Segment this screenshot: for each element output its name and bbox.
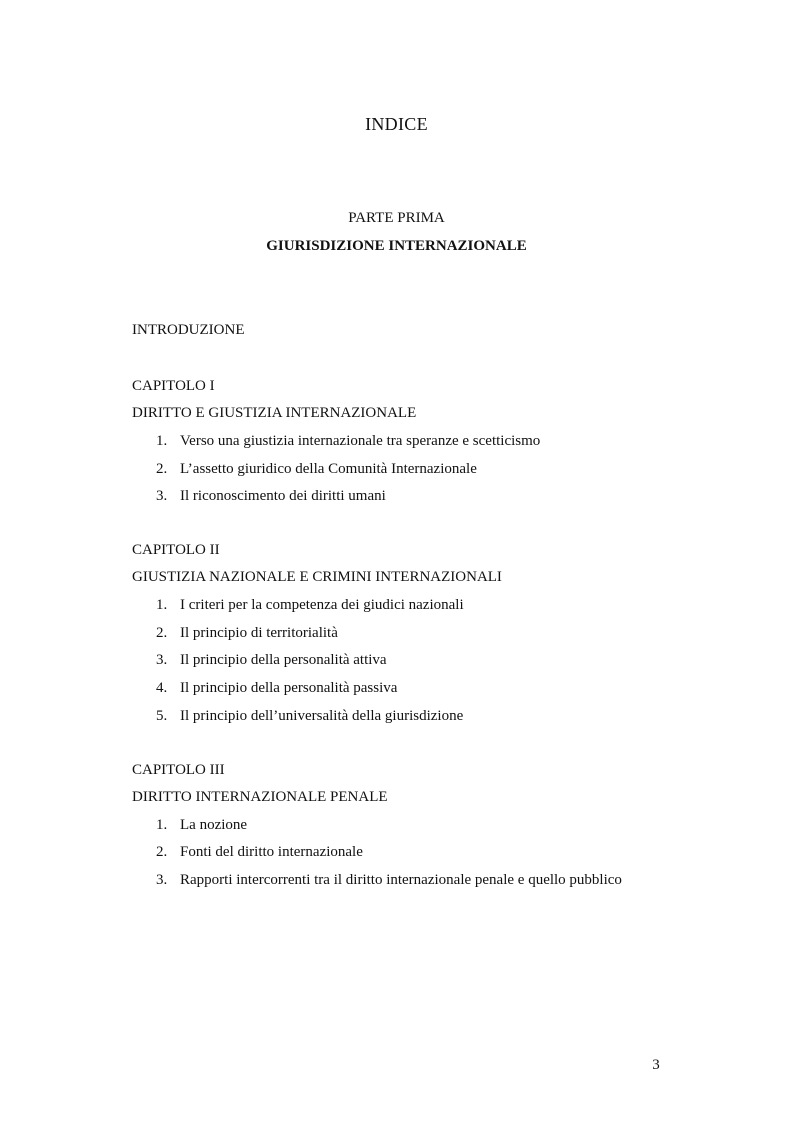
section-number: 4. <box>156 679 168 696</box>
section-list <box>132 595 732 725</box>
section-item <box>132 842 732 862</box>
chapter-label: CAPITOLO II <box>132 542 220 559</box>
section-number-wrap <box>132 486 180 506</box>
section-title: Il principio della personalità attiva <box>180 652 387 669</box>
section-item <box>132 815 732 835</box>
section-number: 3. <box>156 652 168 669</box>
section-number-wrap <box>132 815 180 835</box>
section-number: 3. <box>156 871 168 888</box>
section-item <box>132 650 732 670</box>
section-number: 5. <box>156 707 168 724</box>
section-item <box>132 678 732 698</box>
chapter-label: CAPITOLO I <box>132 378 215 394</box>
section-list <box>132 431 732 506</box>
chapter-title: GIUSTIZIA NAZIONALE E CRIMINI INTERNAZIONALI <box>132 569 502 586</box>
section-number: 2. <box>156 624 168 641</box>
section-item <box>132 870 732 890</box>
section-number-wrap <box>132 650 180 670</box>
section-title: Rapporti intercorrenti tra il diritto internazionale penale e quello pubblico <box>180 871 622 888</box>
chapter-title: DIRITTO INTERNAZIONALE PENALE <box>132 788 388 805</box>
section-title: La nozione <box>180 816 248 833</box>
section-title: Il principio di territorialità <box>180 624 338 641</box>
section-title: Il principio della personalità passiva <box>180 679 398 696</box>
chapter-1 <box>132 376 732 506</box>
section-item <box>132 459 732 479</box>
section-number-wrap <box>132 459 180 479</box>
section-number: 3. <box>156 488 168 505</box>
section-title: I criteri per la competenza dei giudici nazionali <box>180 597 464 614</box>
section-title: Fonti del diritto internazionale <box>180 844 363 861</box>
section-number: 1. <box>156 816 168 833</box>
chapter-3 <box>132 760 732 890</box>
section-number-wrap <box>132 623 180 643</box>
section-number: 2. <box>156 844 168 861</box>
section-item <box>132 623 732 643</box>
section-title: Il principio dell’universalità della giurisdizione <box>180 707 464 724</box>
part-label: PARTE PRIMA <box>348 210 445 226</box>
section-title: L’assetto giuridico della Comunità Internazionale <box>180 460 477 477</box>
section-number-wrap <box>132 870 180 890</box>
page-number: 3 <box>652 1057 660 1073</box>
introduction-entry: INTRODUZIONE <box>132 322 245 338</box>
section-number-wrap <box>132 678 180 698</box>
section-title: Verso una giustizia internazionale tra speranze e scetticismo <box>180 433 541 449</box>
section-number: 1. <box>156 597 168 614</box>
section-list <box>132 815 732 890</box>
part-title: GIURISDIZIONE INTERNAZIONALE <box>266 238 527 254</box>
section-number: 2. <box>156 460 168 477</box>
section-item <box>132 486 732 506</box>
section-number-wrap <box>132 431 180 451</box>
section-number-wrap <box>132 706 180 726</box>
section-item <box>132 431 732 451</box>
section-item <box>132 595 732 615</box>
section-number: 1. <box>156 433 168 449</box>
index-title: INDICE <box>365 114 428 134</box>
section-number-wrap <box>132 595 180 615</box>
chapter-title: DIRITTO E GIUSTIZIA INTERNAZIONALE <box>132 405 417 421</box>
section-number-wrap <box>132 842 180 862</box>
chapter-2 <box>132 540 732 725</box>
section-title: Il riconoscimento dei diritti umani <box>180 488 386 505</box>
chapter-label: CAPITOLO III <box>132 761 225 778</box>
section-item <box>132 706 732 726</box>
table-of-contents <box>132 320 732 924</box>
